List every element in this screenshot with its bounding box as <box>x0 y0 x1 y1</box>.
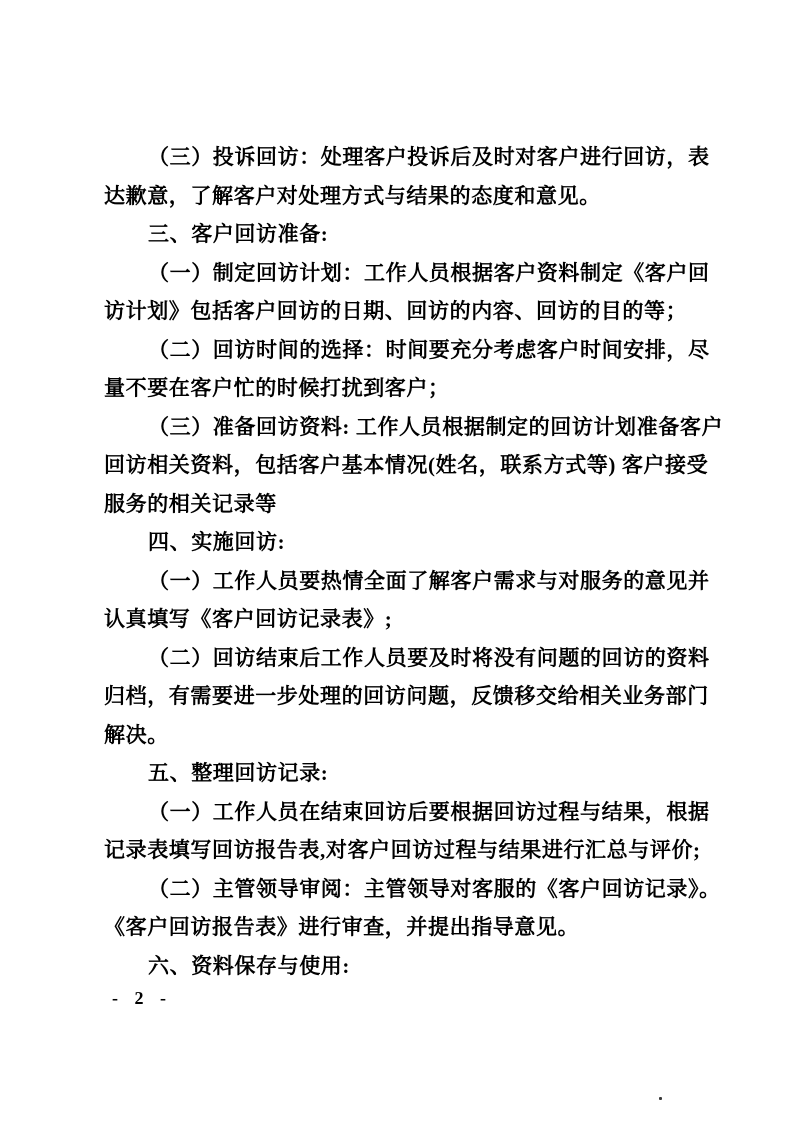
section-heading: 三、客户回访准备: <box>148 222 329 246</box>
text-line: 服务的相关记录等 <box>104 491 277 516</box>
text-line: （二）回访时间的选择：时间要充分考虑客户时间安排，尽 <box>148 337 710 362</box>
text-line: （一）制定回访计划：工作人员根据客户资料制定《客户回 <box>148 260 710 285</box>
page-footer <box>112 988 172 1009</box>
section-heading: 四、实施回访: <box>148 530 286 554</box>
text-line: （一）工作人员在结束回访后要根据回访过程与结果，根据 <box>148 799 710 824</box>
text-line: （二）回访结束后工作人员要及时将没有问题的回访的资料 <box>148 645 710 670</box>
text-line: 记录表填写回访报告表,对客户回访过程与结果进行汇总与评价; <box>104 838 701 862</box>
text-line: （三）投诉回访：处理客户投诉后及时对客户进行回访，表 <box>148 145 710 169</box>
scan-artifact-dot <box>659 1097 662 1100</box>
text-line: 量不要在客户忙的时候打扰到客户； <box>104 376 450 400</box>
text-line: （一）工作人员要热情全面了解客户需求与对服务的意见并 <box>148 568 710 593</box>
text-line: （三）准备回访资料: 工作人员根据制定的回访计划准备客户 <box>148 414 724 439</box>
text-line: 回访相关资料，包括客户基本情况(姓名，联系方式等) 客户接受 <box>104 453 709 477</box>
page-number: - 2 - <box>112 988 172 1008</box>
text-line: （二）主管领导审阅：主管领导对客服的《客户回访记录》。 <box>148 876 721 901</box>
text-line: 解决。 <box>104 722 169 747</box>
text-line: 《客户回访报告表》进行审查，并提出指导意见。 <box>104 915 580 939</box>
section-heading: 五、整理回访记录: <box>148 761 329 785</box>
text-line: 达歉意，了解客户对处理方式与结果的态度和意见。 <box>104 183 601 208</box>
text-line: 认真填写《客户回访记录表》; <box>104 607 393 631</box>
text-line: 归档，有需要进一步处理的回访问题，反馈移交给相关业务部门 <box>104 684 709 708</box>
section-heading: 六、资料保存与使用: <box>148 953 350 978</box>
document-body <box>104 138 724 985</box>
text-line: 访计划》包括客户回访的日期、回访的内容、回访的目的等； <box>104 299 688 323</box>
